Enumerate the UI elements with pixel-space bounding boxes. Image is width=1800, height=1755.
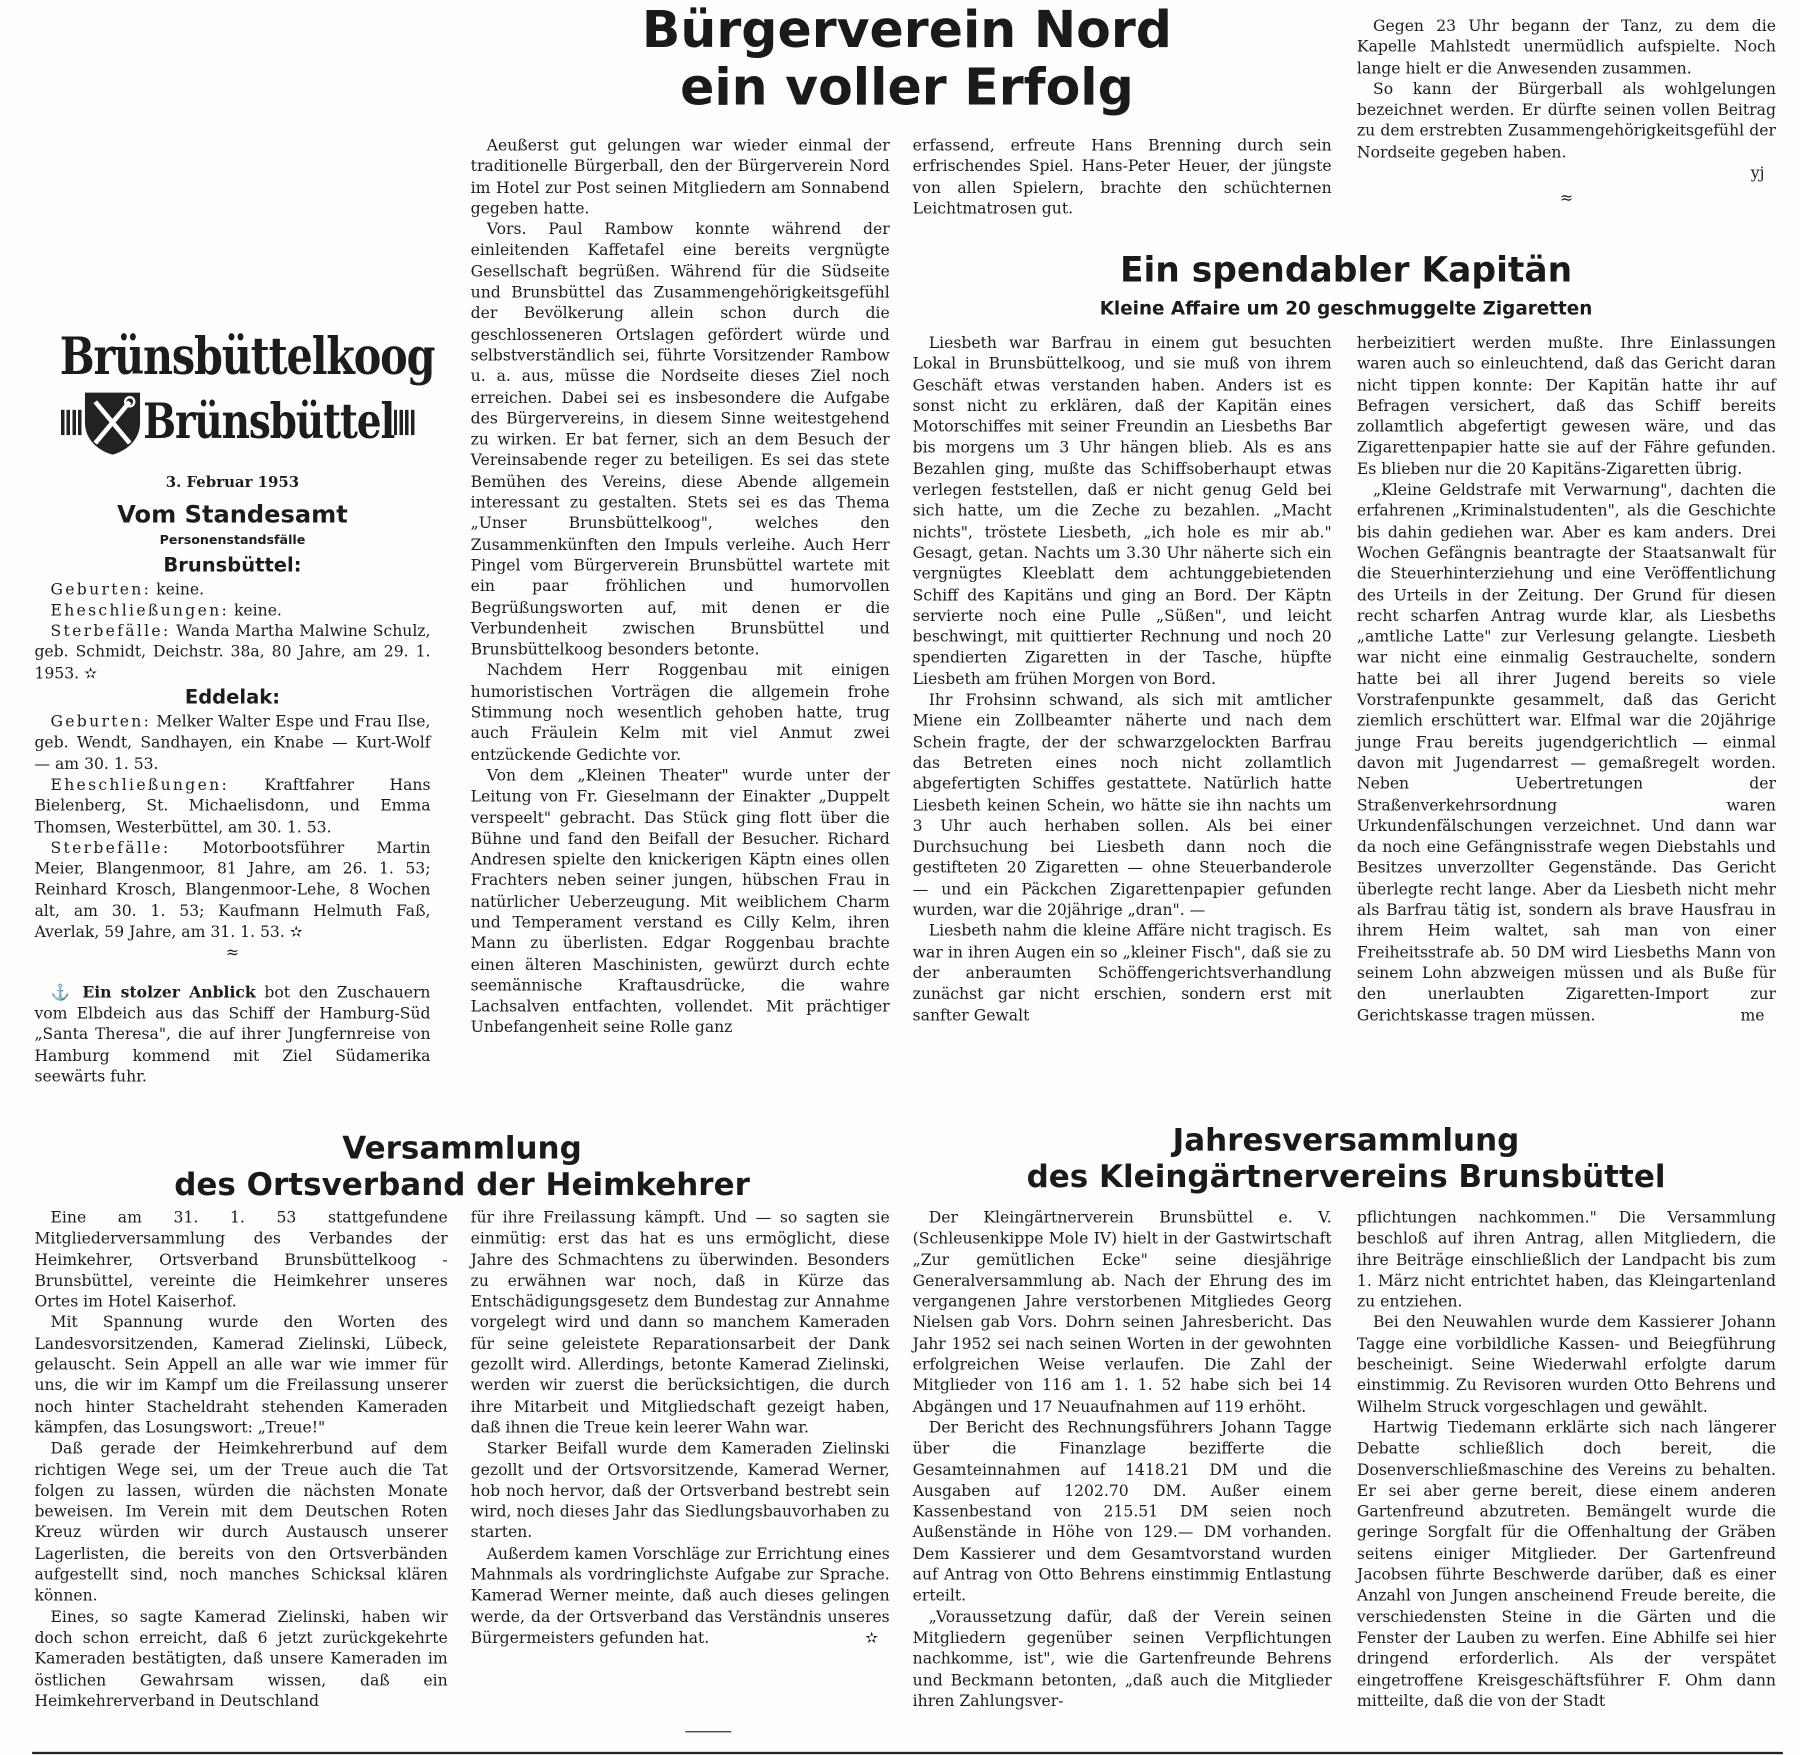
paragraph: herbeizitiert werden mußte. Ihre Einlassungen waren auch so einleuchtend, daß das Gericht daran nicht tippen konnte: Der Kapitän hatte ihr auf Befragen versichert, daß das Schiff bereits zollamtlich abgefertigt gewesen wäre, und das Zigarettenpapier hatte sie auf der Fähre gefunden. Es blieben nur die 20 Kapitäns-Zigaretten übrig. <box>1356 334 1776 479</box>
standesamt-subtitle: Personenstandsfälle <box>159 533 306 548</box>
paragraph: für ihre Freilassung kämpft. Und — so sagten sie einmütig: erst das hat es uns ermöglicht, diese Jahre des Schmachtens zu überwinden. Besonders zu erwähnen war noch, daß in Kürze das Entschädigungsgesetz dem Bundestag zur Annahme vorgelegt wird und dann so manchem Kameraden für seine geleistete Reparationsarbeit der Dank gezollt wird. Allerdings, betonte Kamerad Zielinski, werden wir zuerst die berücksichtigen, die durch ihre Mitarbeit und Mitgliedschaft gezeigt haben, daß ihnen die Treue kein leerer Wahn war. <box>470 1208 890 1438</box>
headline-line: Bürgerverein Nord <box>641 1 1172 60</box>
bottom-rule <box>32 1752 1783 1754</box>
brief-lead: Ein stolzer Anblick <box>82 983 256 1002</box>
paragraph: Eine am 31. 1. 53 stattgefundene Mitgliederversammlung des Verbandes der Heimkehrer, Ortsverband Brunsbüttelkoog - Brunsbüttel, vereinte die Heimkehrer unseres Ortes im Hotel Kaiserhof. <box>34 1208 448 1312</box>
place-heading: Eddelak: <box>184 686 281 710</box>
kleingaertner-col4 <box>1357 1208 1776 1712</box>
signature: yj <box>1750 164 1765 183</box>
headline-line: ein voller Erfolg <box>680 58 1134 118</box>
main-headline <box>482 2 1332 117</box>
star-icon: ✫ <box>84 664 98 683</box>
paragraph: Der Bericht des Rechnungsführers Johann Tagge über die Finanzlage bezifferte die Gesamteinnahmen auf 1418.21 DM und die Ausgaben auf 1202.70 DM. Außer einem Kassenbestand von 215.51 DM seien noch Außenstände in Höhe von 129.— DM vorhanden. Dem Kassierer und dem Gesamtvorstand wurden auf Antrag von Otto Behrens einstimmig Entlastung erteilt. <box>912 1418 1332 1606</box>
entry <box>34 775 430 838</box>
paragraph: Gegen 23 Uhr begann der Tanz, zu dem die Kapelle Mahlstedt unermüdlich aufspielte. Noch lange hielt er die Anwesenden zusammen. <box>1356 17 1776 78</box>
heimkehrer-headline <box>34 1131 889 1204</box>
paragraph: Bei den Neuwahlen wurde dem Kassierer Johann Tagge eine vorbildliche Kassen- und Beiegführung bescheinigt. Seine Wiederwahl erfolgte darum einstimmig. Zu Revisoren wurden Otto Behrens und Wilhelm Struck vorgeschlagen und gewählt. <box>1356 1313 1776 1417</box>
heimkehrer-col1 <box>34 1208 447 1712</box>
kapitaen-headline: Ein spendabler Kapitän <box>1119 250 1573 291</box>
brief-ship <box>34 982 430 1087</box>
main-article-col3 <box>913 135 1332 219</box>
standesamt-column <box>34 473 430 1087</box>
separator: ≈ <box>1559 189 1574 209</box>
paragraph: Aeußerst gut gelungen war wieder einmal der traditionelle Bürgerball, den der Bürgerverein Nord im Hotel zur Post seinen Mitgliedern am Sonnabend gegeben hatte. <box>470 136 890 218</box>
star-icon: ✫ <box>289 923 303 942</box>
banner-left-icon <box>60 410 81 435</box>
headline-line: des Ortsverband der Heimkehrer <box>174 1167 750 1204</box>
entry-label: Sterbefälle: <box>50 839 171 858</box>
brief-text: bot den Zuschauern vom Elbdeich aus das Schiff der Hamburg-Süd „Santa Theresa", die auf ihrer Jungfernreise von Hamburg kommend mit Ziel Südamerika seewärts fuhr. <box>34 983 431 1086</box>
separator: ≈ <box>225 944 240 963</box>
signature: me <box>1740 1006 1765 1025</box>
kapitaen-col3 <box>913 333 1332 1026</box>
paragraph: Mit Spannung wurde den Worten des Landesvorsitzenden, Kamerad Zielinski, Lübeck, gelauscht. Sein Appell an alle war wie immer für uns, die wir im Kampf um die Freilassung unserer noch hinter Stacheldraht stehenden Kameraden kämpfen, das Losungswort: „Treue!" <box>34 1313 448 1438</box>
headline-line: Jahresversammlung <box>1172 1122 1520 1159</box>
star-icon: ✫ <box>865 1629 879 1648</box>
ship-icon: ⚓ <box>50 983 74 1002</box>
paragraph: Eines, so sagte Kamerad Zielinski, haben wir doch schon erreicht, daß 6 jetzt zurückgekehrte Kameraden bestätigten, daß unsere Kameraden im östlichen Gewahrsam wissen, daß ein Heimkehrerverband in Deutschland <box>34 1607 448 1711</box>
paragraph: Starker Beifall wurde dem Kameraden Zielinski gezollt und der Ortsvorsitzende, Kamerad Werner, hob noch hervor, daß der Ortsverband bestrebt sein wird, noch dieses Jahr das Siedlungsbauvorhaben zu starten. <box>470 1439 890 1543</box>
headline-line: Versammlung <box>342 1130 582 1167</box>
coat-of-arms-icon <box>81 388 143 457</box>
paragraph: pflichtungen nachkommen." Die Versammlung beschloß auf ihren Antrag, allen Mitgliedern, die ihre Beiträge einschließlich der Landpacht bis zum 1. März nicht entrichtet haben, das Kleingartenland zu entziehen. <box>1356 1208 1776 1312</box>
entry-text: Motorbootsführer Martin Meier, Blangenmoor, 81 Jahre, am 26. 1. 53; Reinhard Krosch, Blangenmoor-Lehe, 8 Wochen alt, am 30. 1. 53; Kaufmann Helmuth Faß, Averlak, 59 Jahre, am 31. 1. 53. <box>34 839 431 942</box>
masthead-logo <box>59 326 435 457</box>
paragraph: Nachdem Herr Roggenbau mit einigen humoristischen Vorträgen die allgemein frohe Stimmung noch wesentlich gehoben hatte, trug auch Fräulein Kelm mit viel Anmut zwei entzückende Gedichte vor. <box>470 661 890 765</box>
masthead-line-1: Brünsbüttelkoog <box>59 326 435 388</box>
kleingaertner-headline <box>913 1123 1780 1196</box>
entry-label: Geburten: <box>50 580 152 599</box>
kapitaen-col4 <box>1357 333 1776 1026</box>
entry-label: Geburten: <box>50 712 152 732</box>
main-article-col4 <box>1357 16 1776 210</box>
standesamt-title: Vom Standesamt <box>117 500 348 529</box>
heimkehrer-col2 <box>471 1208 890 1649</box>
issue-date: 3. Februar 1953 <box>165 474 300 492</box>
paragraph: Außerdem kamen Vorschläge zur Errichtung eines Mahnmals als vordringlichste Aufgabe zur Sprache. Kamerad Werner meinte, daß auch dieses gelingen werde, da der Ortsverband das Verständnis unseres Bürgermeisters gefunden hat. <box>470 1544 890 1648</box>
paragraph: Vors. Paul Rambow konnte während der einleitenden Kaffetafel eine bereits vergnügte Gesellschaft begrüßen. Während für die Südseite und Brunsbüttel das Zusammengehörigkeitsgefühl der Bevölkerung allein schon durch die geschlosseneren Ortslagen gefördert würde und selbstverständlich sei, führte Vorsitzender Rambow u. a. aus, müsse die Nordseite dieses Ziel noch erreichen. Dabei sei es insbesondere die Aufgabe des Bürgervereins, in diesem Sinne weitestgehend zu wirken. Er bat ferner, sich an dem Besuch der Vereinsabende reger zu beteiligen. Es sei das stete Bemühen des Vereins, diese Abende allgemein interessant zu gestalten. Stets sei es das Thema „Unser Brunsbüttelkoog", welches den Zusammenkünften den Impuls verleihe. Auch Herr Pingel vom Bürgerverein Brunsbüttel wartete mit ein paar fröhlichen und humorvollen Begrüßungsworten auf, mit denen er die Verbundenheit zwischen Brunsbüttel und Brunsbüttelkoog besonders betonte. <box>470 220 890 660</box>
paragraph: erfassend, erfreute Hans Brenning durch sein erfrischendes Spiel. Hans-Peter Heuer, der jüngste von allen Spielern, brachte den schüchternen Leichtmatrosen gut. <box>912 136 1332 218</box>
entry-text: keine. <box>229 601 282 620</box>
end-rule <box>685 1731 731 1732</box>
paragraph: Hartwig Tiedemann erklärte sich nach längerer Debatte schließlich doch bereit, die Dosenverschließmaschine des Vereins zu behalten. Er sei aber gerne bereit, diese einem anderen Gartenfreund abzutreten. Bemängelt wurde die geringe Sorgfalt für die Offenhaltung der Gräben seitens einiger Mitglieder. Der Gartenfreund Jacobsen führte Beschwerde darüber, daß es einer Anzahl von Jungen anscheinend Freude bereite, die verschiedensten Steine in die Gärten und die Fenster der Lauben zu werfen. Eine Abhilfe sei hier dringend erforderlich. Als der verspätet eingetroffene Kreisgeschäftsführer F. Ohm dann mitteilte, daß die von der Stadt <box>1356 1418 1776 1711</box>
entry <box>34 838 430 943</box>
paragraph: Ihr Frohsinn schwand, als sich mit amtlicher Miene ein Zollbeamter näherte und nach dem Schein fragte, der der schwarzgelockten Barfrau das Betreten eines noch nicht zollamtlich abgefertigten Schiffes gestattete. Natürlich hatte Liesbeth keinen Schein, wo hätte sie ihn nachts um 3 Uhr auch herhaben sollen. Als bei einer Durchsuchung bei Liesbeth dann noch die gestifteten 20 Zigaretten — ohne Steuerbanderole — und ein Päckchen Zigarettenpapier gefunden wurden, war die 20jährige „dran". — <box>912 691 1332 920</box>
banner-right-icon <box>394 410 415 435</box>
entry-text: Wanda Martha Malwine Schulz, geb. Schmidt, Deichstr. 38a, 80 Jahre, am 29. 1. 1953. <box>34 622 431 683</box>
headline-line: des Kleingärtnervereins Brunsbüttel <box>1026 1159 1666 1196</box>
entry-text: Melker Walter Espe und Frau Ilse, geb. Wendt, Sandhayen, ein Knabe — Kurt-Wolf — am 30. 1. 53. <box>34 712 431 774</box>
paragraph: Von dem „Kleinen Theater" wurde unter der Leitung von Fr. Gieselmann der Einakter „Duppelt verspeelt" gebracht. Das Stück ging flott über die Bühne und fand den Beifall der Besucher. Richard Andresen spielte den knickerigen Käptn eines ollen Frachters neben seiner jungen, hübschen Frau in natürlicher Ueberzeugung. Mit weiblichem Charm und Temperament verstand es Cilly Kelm, ihren Mann zu überlisten. Edgar Roggenbau brachte einen älteren Maschinisten, gewürzt durch echte seemännische Kraftausdrücke, die wahre Lachsalven entfachten, vollendet. Mit prächtiger Unbefangenheit seine Rolle ganz <box>470 766 890 1038</box>
paragraph: „Kleine Geldstrafe mit Verwarnung", dachten die erfahrenen „Kriminalstudenten", als die Geschichte bis dahin gediehen war. Aber es kam anders. Drei Wochen Gefängnis beantragte der Staatsanwalt für die Steuerhinterziehung und eine Veröffentlichung des Urteils in der Zeitung. Der Grund für diesen recht scharfen Antrag wurde klar, als Liesbeths „amtliche Latte" zur Verlesung gelangte. Liesbeth war nicht eine einmalig Gestrauchelte, sondern hatte bei all ihrer Jugend bereits so viele Vorstrafenpunkte gesammelt, daß das Gericht ziemlich erschüttert war. Elfmal war die 20jährige junge Frau bereits jugendgerichtlich — einmal davon mit Jugendarrest — gemaßregelt worden. Neben Uebertretungen der Straßenverkehrsordnung waren Urkundenfälschungen verzeichnet. Und dann war da noch eine Gefängnisstrafe wegen Diebstahls und Besitzes unverzollter Gegenstände. Das Gericht überlegte recht lange. Aber da Liesbeth nicht mehr als Barfrau tätig ist, sondern als brave Hausfrau in ihrem Heim waltet, sah man von einer Freiheitsstrafe ab. 50 DM wird Liesbeths Mann von seinem Lohn abzweigen müssen und als Buße für den unerlaubten Zigaretten-Import zur Gerichtskasse tragen müssen. <box>1356 481 1776 1025</box>
paragraph: Liesbeth war Barfrau in einem gut besuchten Lokal in Brunsbüttelkoog, und sie muß von ihrem Geschäft etwas verstanden haben. Anders ist es sonst nicht zu erklären, daß der Kapitän eines Motorschiffes mit seiner Freundin an Liesbeths Bar bis morgens um 3 Uhr hängen blieb. Als es ans Bezahlen ging, mußte das Schiffsoberhaupt etwas verlegen feststellen, daß er nicht genug Geld bei sich hatte, um die Zeche zu bezahlen. „Macht nichts", tröstete Liesbeth, „ich hole es mir ab." Gesagt, getan. Nachts um 3.30 Uhr näherte sich ein vergnügtes Kleeblatt dem achtunggebietenden Schiff des Kapitäns und ging an Bord. Der Käptn servierte noch eine Pulle „Süßen", und leicht beschwingt, mit quittierter Rechnung und noch 20 spendierten Zigaretten in der Tasche, hüpfte Liesbeth am frühen Morgen von Bord. <box>912 334 1332 689</box>
paragraph: Daß gerade der Heimkehrerbund auf dem richtigen Wege sei, um der Treue auch die Tat folgen zu lassen, würden die nächsten Monate beweisen. Im Verein mit dem Deutschen Roten Kreuz würden wir durch Austausch unserer Lagerlisten, die bereits von den Ortsverbänden aufgestellt sind, noch manches Schicksal klären können. <box>34 1439 448 1606</box>
paragraph: So kann der Bürgerball als wohlgelungen bezeichnet werden. Er dürfte seinen vollen Beitrag zu dem erstrebten Zusammengehörigkeitsgefühl der Nordseite gegeben haben. <box>1356 80 1776 162</box>
place-heading: Brunsbüttel: <box>163 554 302 577</box>
paragraph: „Voraussetzung dafür, daß der Verein seinen Mitgliedern gegenüber seinen Verpflichtungen nachkomme, ist", wie die Gartenfreunde Behrens und Beckmann betonten, „daß auch die Mitglieder ihren Zahlungsver- <box>912 1607 1332 1711</box>
entry-text: keine. <box>151 580 205 599</box>
entry-label: Eheschließungen: <box>50 601 230 620</box>
entry-text: Kraftfahrer Hans Bielenberg, St. Michaelisdonn, und Emma Thomsen, Westerbüttel, am 30. 1. 53. <box>34 776 431 837</box>
paragraph: Liesbeth nahm die kleine Affäre nicht tragisch. Es war in ihren Augen ein so „kleiner Fisch", daß sie zu der anberaumten Schöffengerichtsverhandlung zunächst gar nicht erschien, sondern erst mit sanfter Gewalt <box>912 922 1332 1025</box>
entry <box>34 579 430 600</box>
paragraph: Der Kleingärtnerverein Brunsbüttel e. V. (Schleusenkippe Mole IV) hielt in der Gastwirtschaft „Zur gemütlichen Ecke" seine diesjährige Generalversammlung ab. Nach der Ehrung des im vergangenen Jahre verstorbenen Mitgliedes Georg Nielsen gab Vors. Dohrn seinen Jahresbericht. Das Jahr 1952 sei nach seinen Worten in der gewohnten erfolgreichen Weise verlaufen. Die Zahl der Mitglieder von 116 am 1. 1. 52 habe sich bei 14 Abgängen und 17 Neuaufnahmen auf 119 erhöht. <box>912 1208 1332 1417</box>
kapitaen-subheadline: Kleine Affaire um 20 geschmuggelte Zigaretten <box>1099 297 1593 320</box>
entry-label: Sterbefälle: <box>50 622 171 641</box>
entry <box>34 621 430 684</box>
main-article-col2 <box>471 135 890 1038</box>
masthead-line-2: Brünsbüttel <box>143 393 395 452</box>
entry <box>34 712 430 775</box>
entry <box>34 600 430 621</box>
entry-label: Eheschließungen: <box>50 776 230 795</box>
kleingaertner-col3 <box>913 1208 1332 1712</box>
